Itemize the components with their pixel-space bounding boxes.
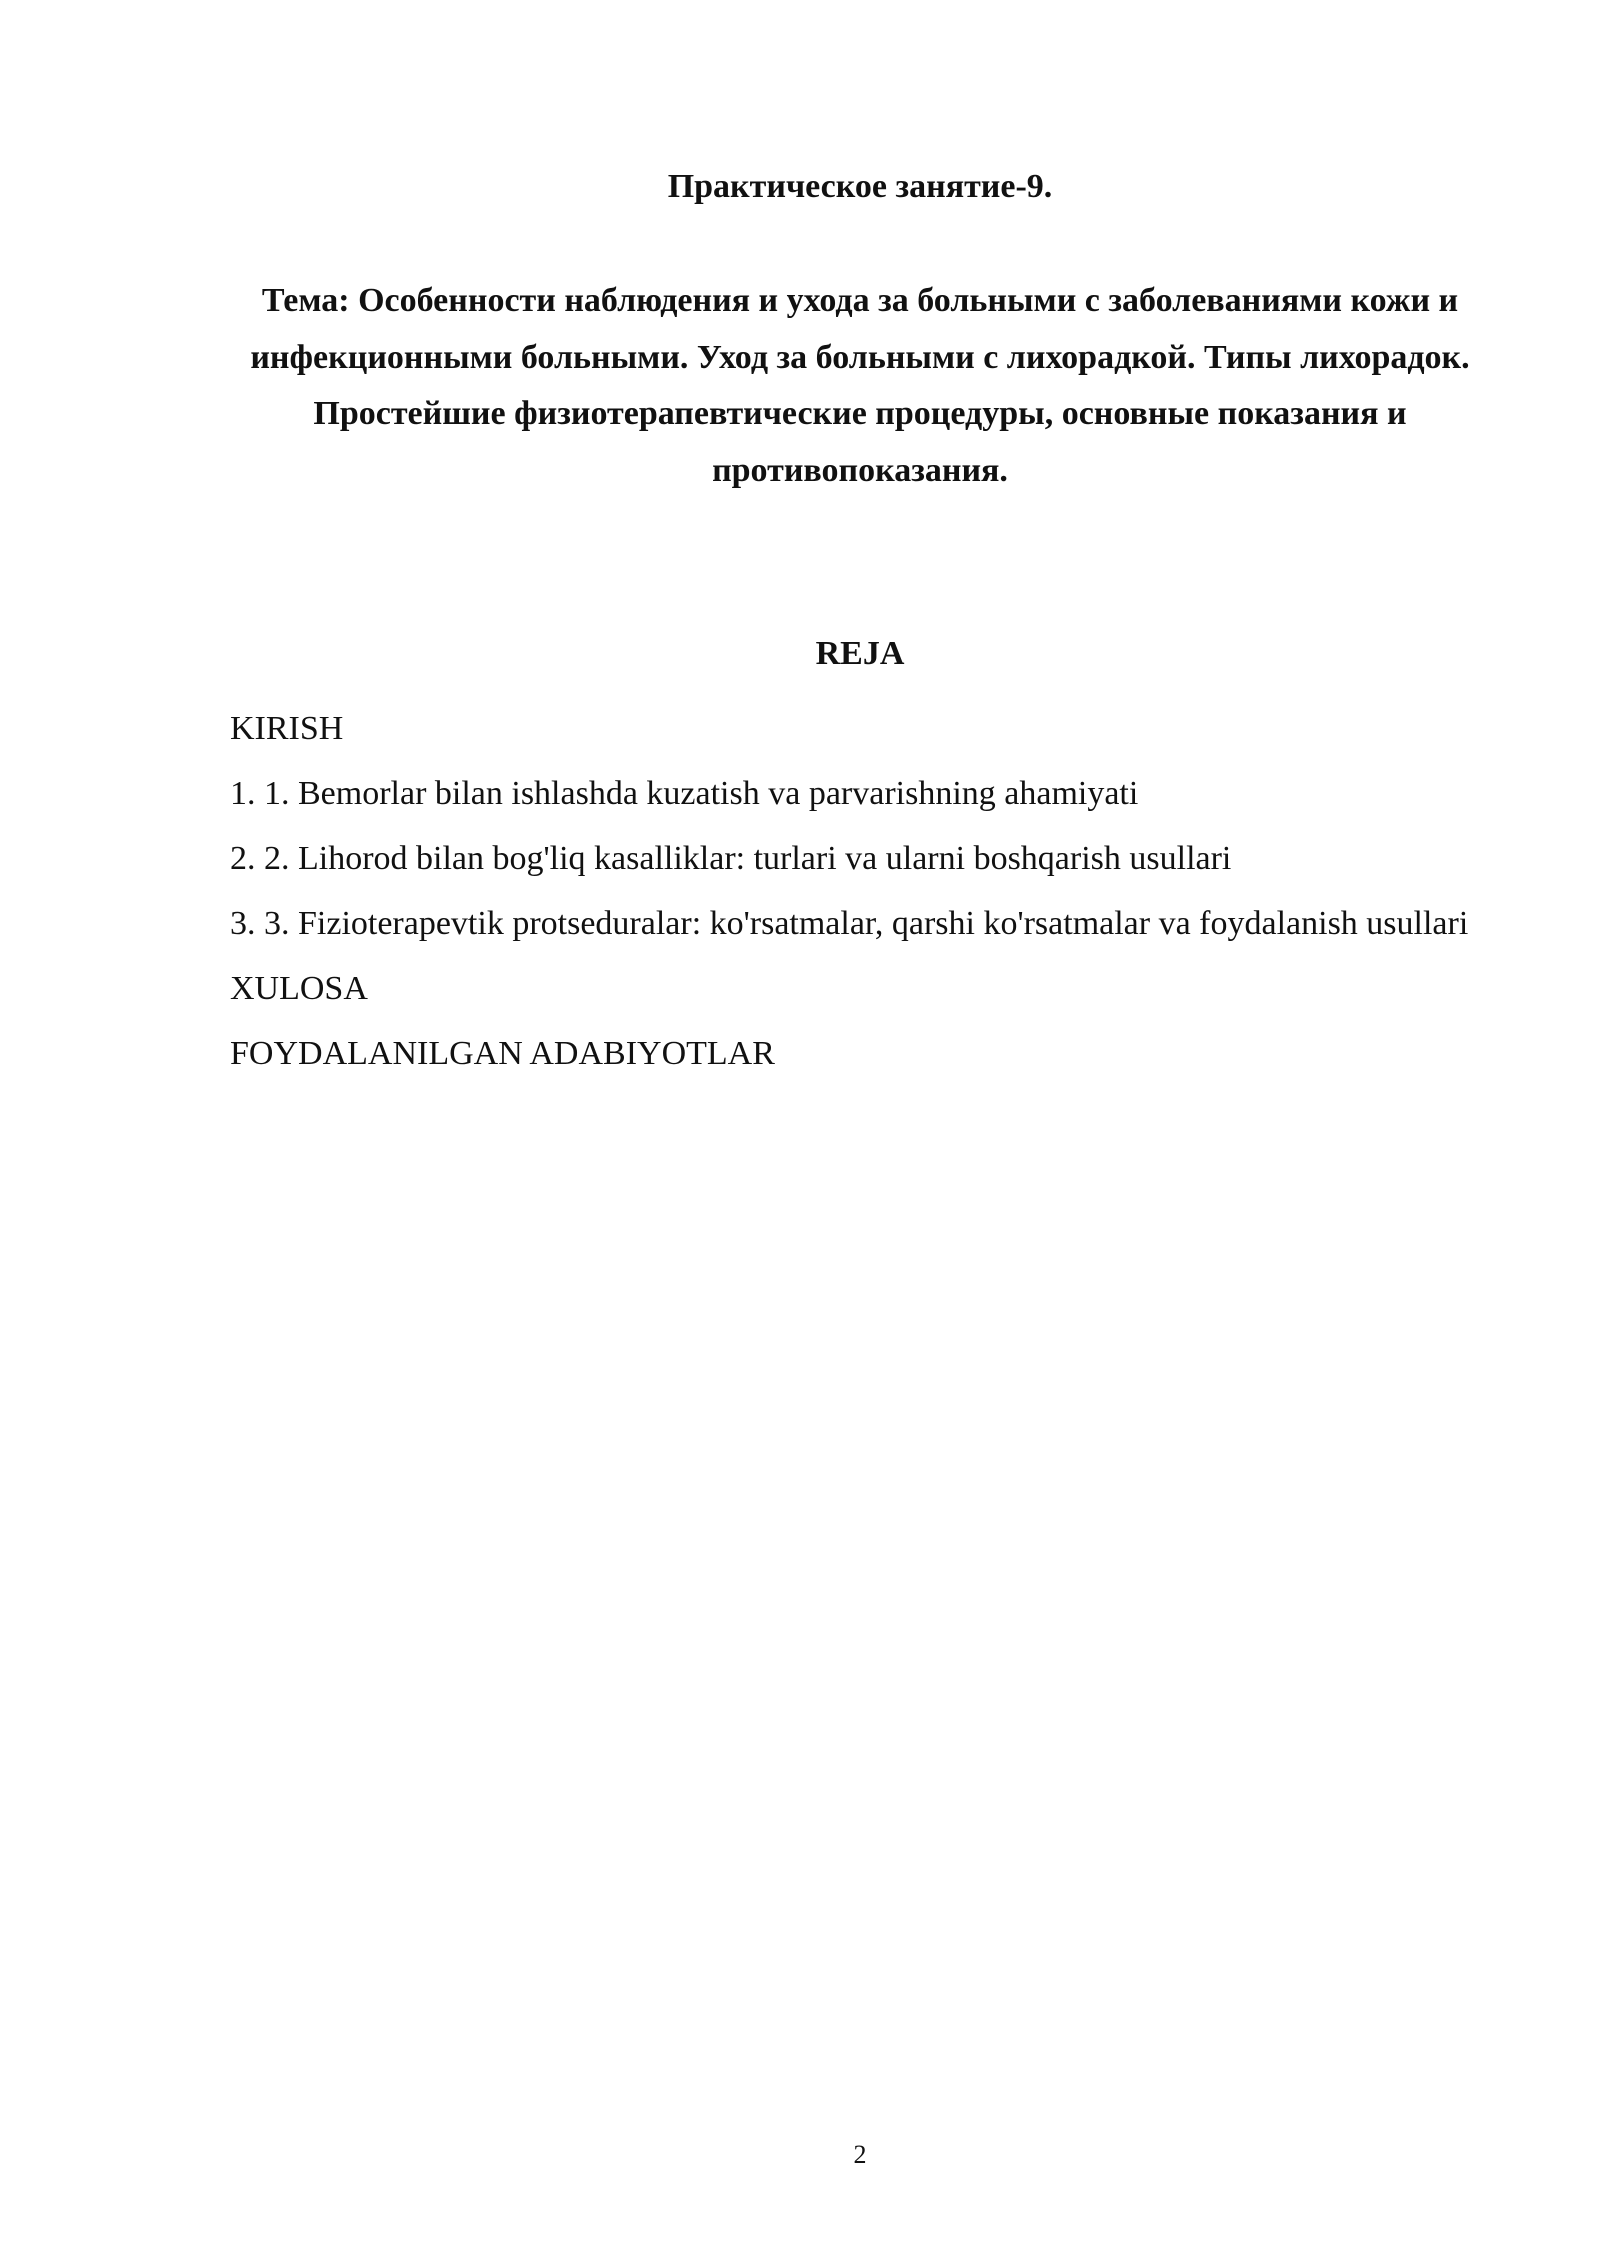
plan-item-1: 1. 1. Bemorlar bilan ishlashda kuzatish va parvarishning ahamiyati <box>230 775 1139 812</box>
plan-item-references: FOYDALANILGAN ADABIYOTLAR <box>230 1035 775 1072</box>
lesson-topic: Тема: Особенности наблюдения и ухода за больными с заболеваниями кожи и инфекционными больными. Уход за больными с лихорадкой. Типы лихорадок. Простейшие физиотерапевтические процедуры, основные показания и противопоказания. <box>250 282 1470 489</box>
page-number: 2 <box>853 2140 867 2169</box>
plan-item-2: 2. 2. Lihorod bilan bog'liq kasalliklar: turlari va ularni boshqarish usullari <box>230 840 1232 877</box>
plan-list <box>230 700 1500 1090</box>
plan-item-introduction: KIRISH <box>230 710 344 747</box>
lesson-title: Практическое занятие-9. <box>667 168 1053 205</box>
plan-heading: REJA <box>815 635 905 672</box>
plan-item-conclusion: XULOSA <box>230 970 368 1007</box>
plan-item-3: 3. 3. Fizioterapevtik protseduralar: ko'rsatmalar, qarshi ko'rsatmalar va foydalanish usullari <box>230 905 1469 942</box>
